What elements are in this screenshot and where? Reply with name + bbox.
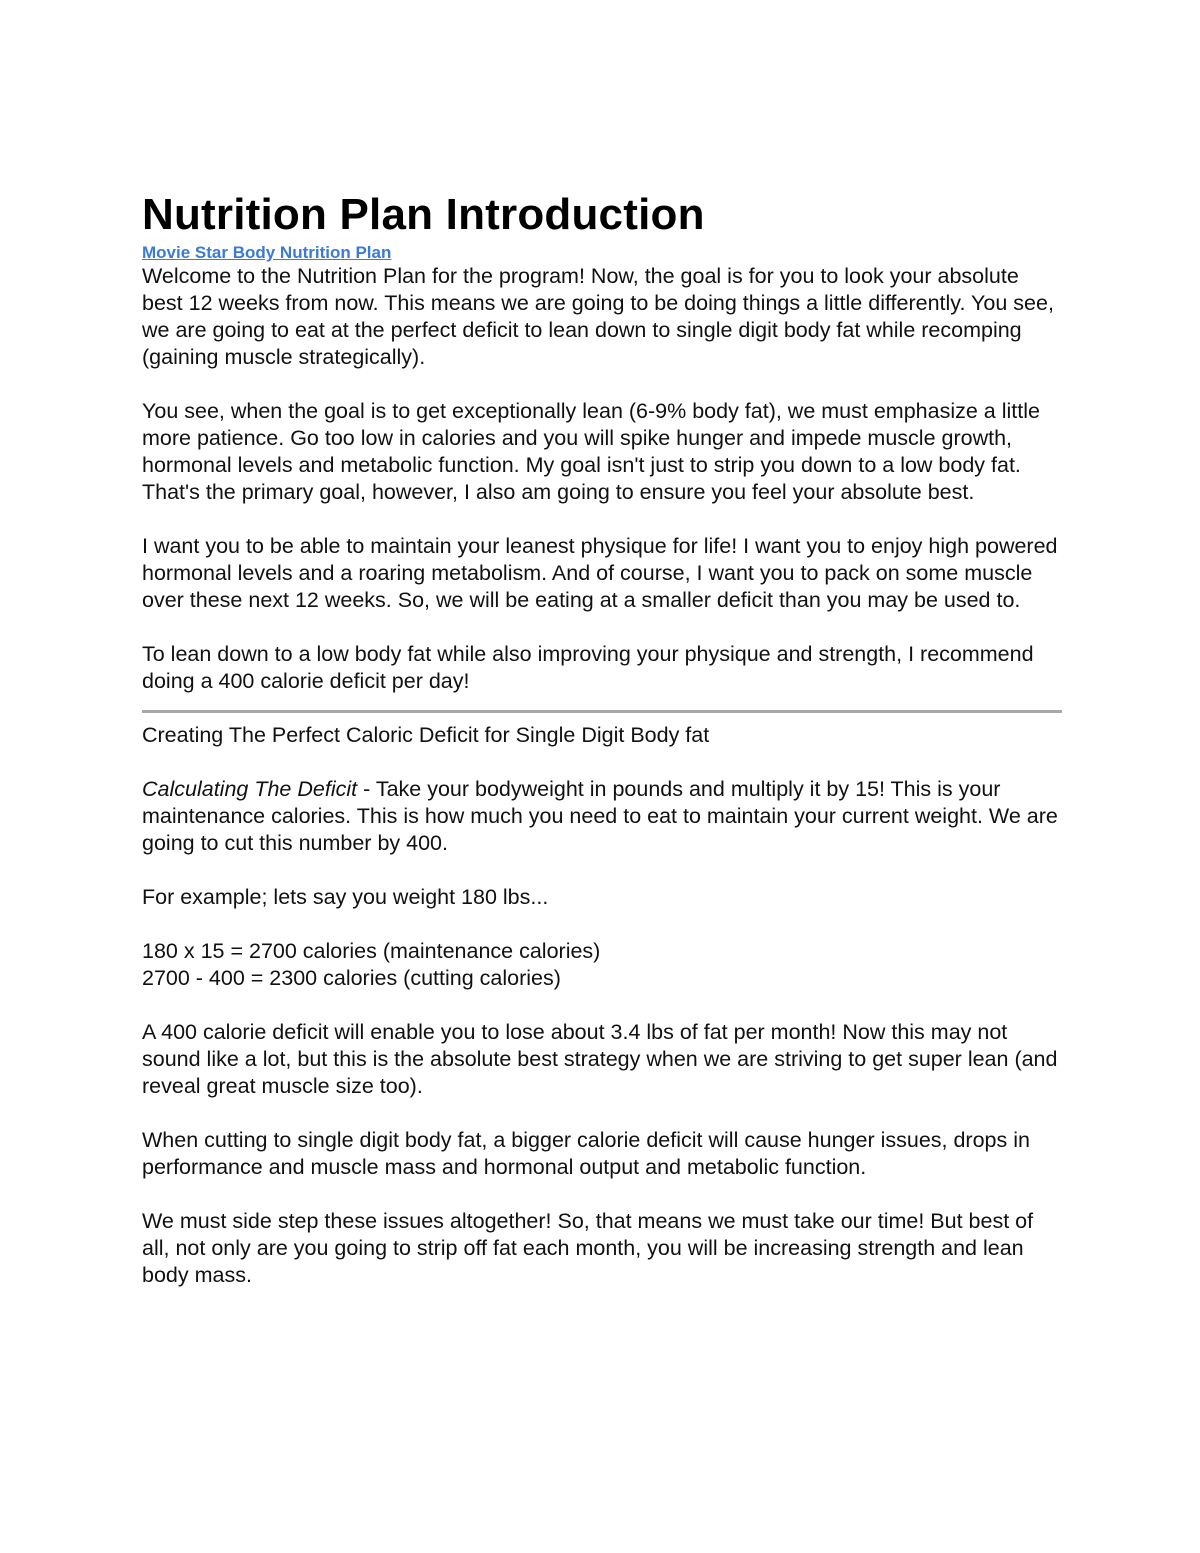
paragraph-gap bbox=[142, 749, 1062, 776]
paragraph-gap bbox=[142, 911, 1062, 938]
paragraph-gap bbox=[142, 857, 1062, 884]
closing-paragraph: We must side step these issues altogether! So, that means we must take our time! But best of all, not only are you going to strip off fat each month, you will be increasing strength and lean body mass. bbox=[142, 1209, 1034, 1287]
paragraph-gap bbox=[142, 1181, 1062, 1208]
calc-paragraph bbox=[142, 776, 1062, 857]
formula-cutting: 2700 - 400 = 2300 calories (cutting calories) bbox=[142, 966, 561, 990]
section-divider bbox=[142, 710, 1062, 713]
paragraph-gap bbox=[142, 1100, 1062, 1127]
intro-paragraph-4: To lean down to a low body fat while also improving your physique and strength, I recommend doing a 400 calorie deficit per day! bbox=[142, 642, 1034, 693]
cutting-paragraph: When cutting to single digit body fat, a bigger calorie deficit will cause hunger issues, drops in performance and muscle mass and hormonal output and metabolic function. bbox=[142, 1128, 1030, 1179]
plan-link[interactable]: Movie Star Body Nutrition Plan bbox=[142, 243, 392, 262]
paragraph-gap bbox=[142, 371, 1062, 398]
intro-paragraph-2: You see, when the goal is to get exceptionally lean (6-9% body fat), we must emphasize a little more patience. Go too low in calories and you will spike hunger and impede muscle growth, hormonal levels and metabolic function. My goal isn't just to strip you down to a low body fat. That's the primary goal, however, I also am going to ensure you feel your absolute best. bbox=[142, 399, 1040, 504]
deficit-paragraph: A 400 calorie deficit will enable you to lose about 3.4 lbs of fat per month! Now this may not sound like a lot, but this is the absolute best strategy when we are striving to get super lean (and reveal great muscle size too). bbox=[142, 1020, 1058, 1098]
example-paragraph: For example; lets say you weight 180 lbs... bbox=[142, 885, 549, 909]
section-heading: Creating The Perfect Caloric Deficit for Single Digit Body fat bbox=[142, 723, 710, 747]
paragraph-gap bbox=[142, 614, 1062, 641]
intro-paragraph-1: Welcome to the Nutrition Plan for the program! Now, the goal is for you to look your absolute best 12 weeks from now. This means we are going to be doing things a little differently. You see, we are going to eat at the perfect deficit to lean down to single digit body fat while recomping (gaining muscle strategically). bbox=[142, 264, 1054, 369]
formula-maintenance: 180 x 15 = 2700 calories (maintenance calories) bbox=[142, 939, 601, 963]
document-page bbox=[142, 190, 1062, 1289]
calc-label: Calculating The Deficit bbox=[142, 777, 358, 801]
page-title: Nutrition Plan Introduction bbox=[142, 190, 705, 239]
paragraph-gap bbox=[142, 506, 1062, 533]
paragraph-gap bbox=[142, 992, 1062, 1019]
calc-text: - Take your bodyweight in pounds and multiply it by 15! This is your maintenance calories. This is how much you need to eat to maintain your current weight. We are going to cut this number by 400. bbox=[142, 777, 1058, 855]
intro-paragraph-3: I want you to be able to maintain your leanest physique for life! I want you to enjoy high powered hormonal levels and a roaring metabolism. And of course, I want you to pack on some muscle over these next 12 weeks. So, we will be eating at a smaller deficit than you may be used to. bbox=[142, 534, 1058, 612]
